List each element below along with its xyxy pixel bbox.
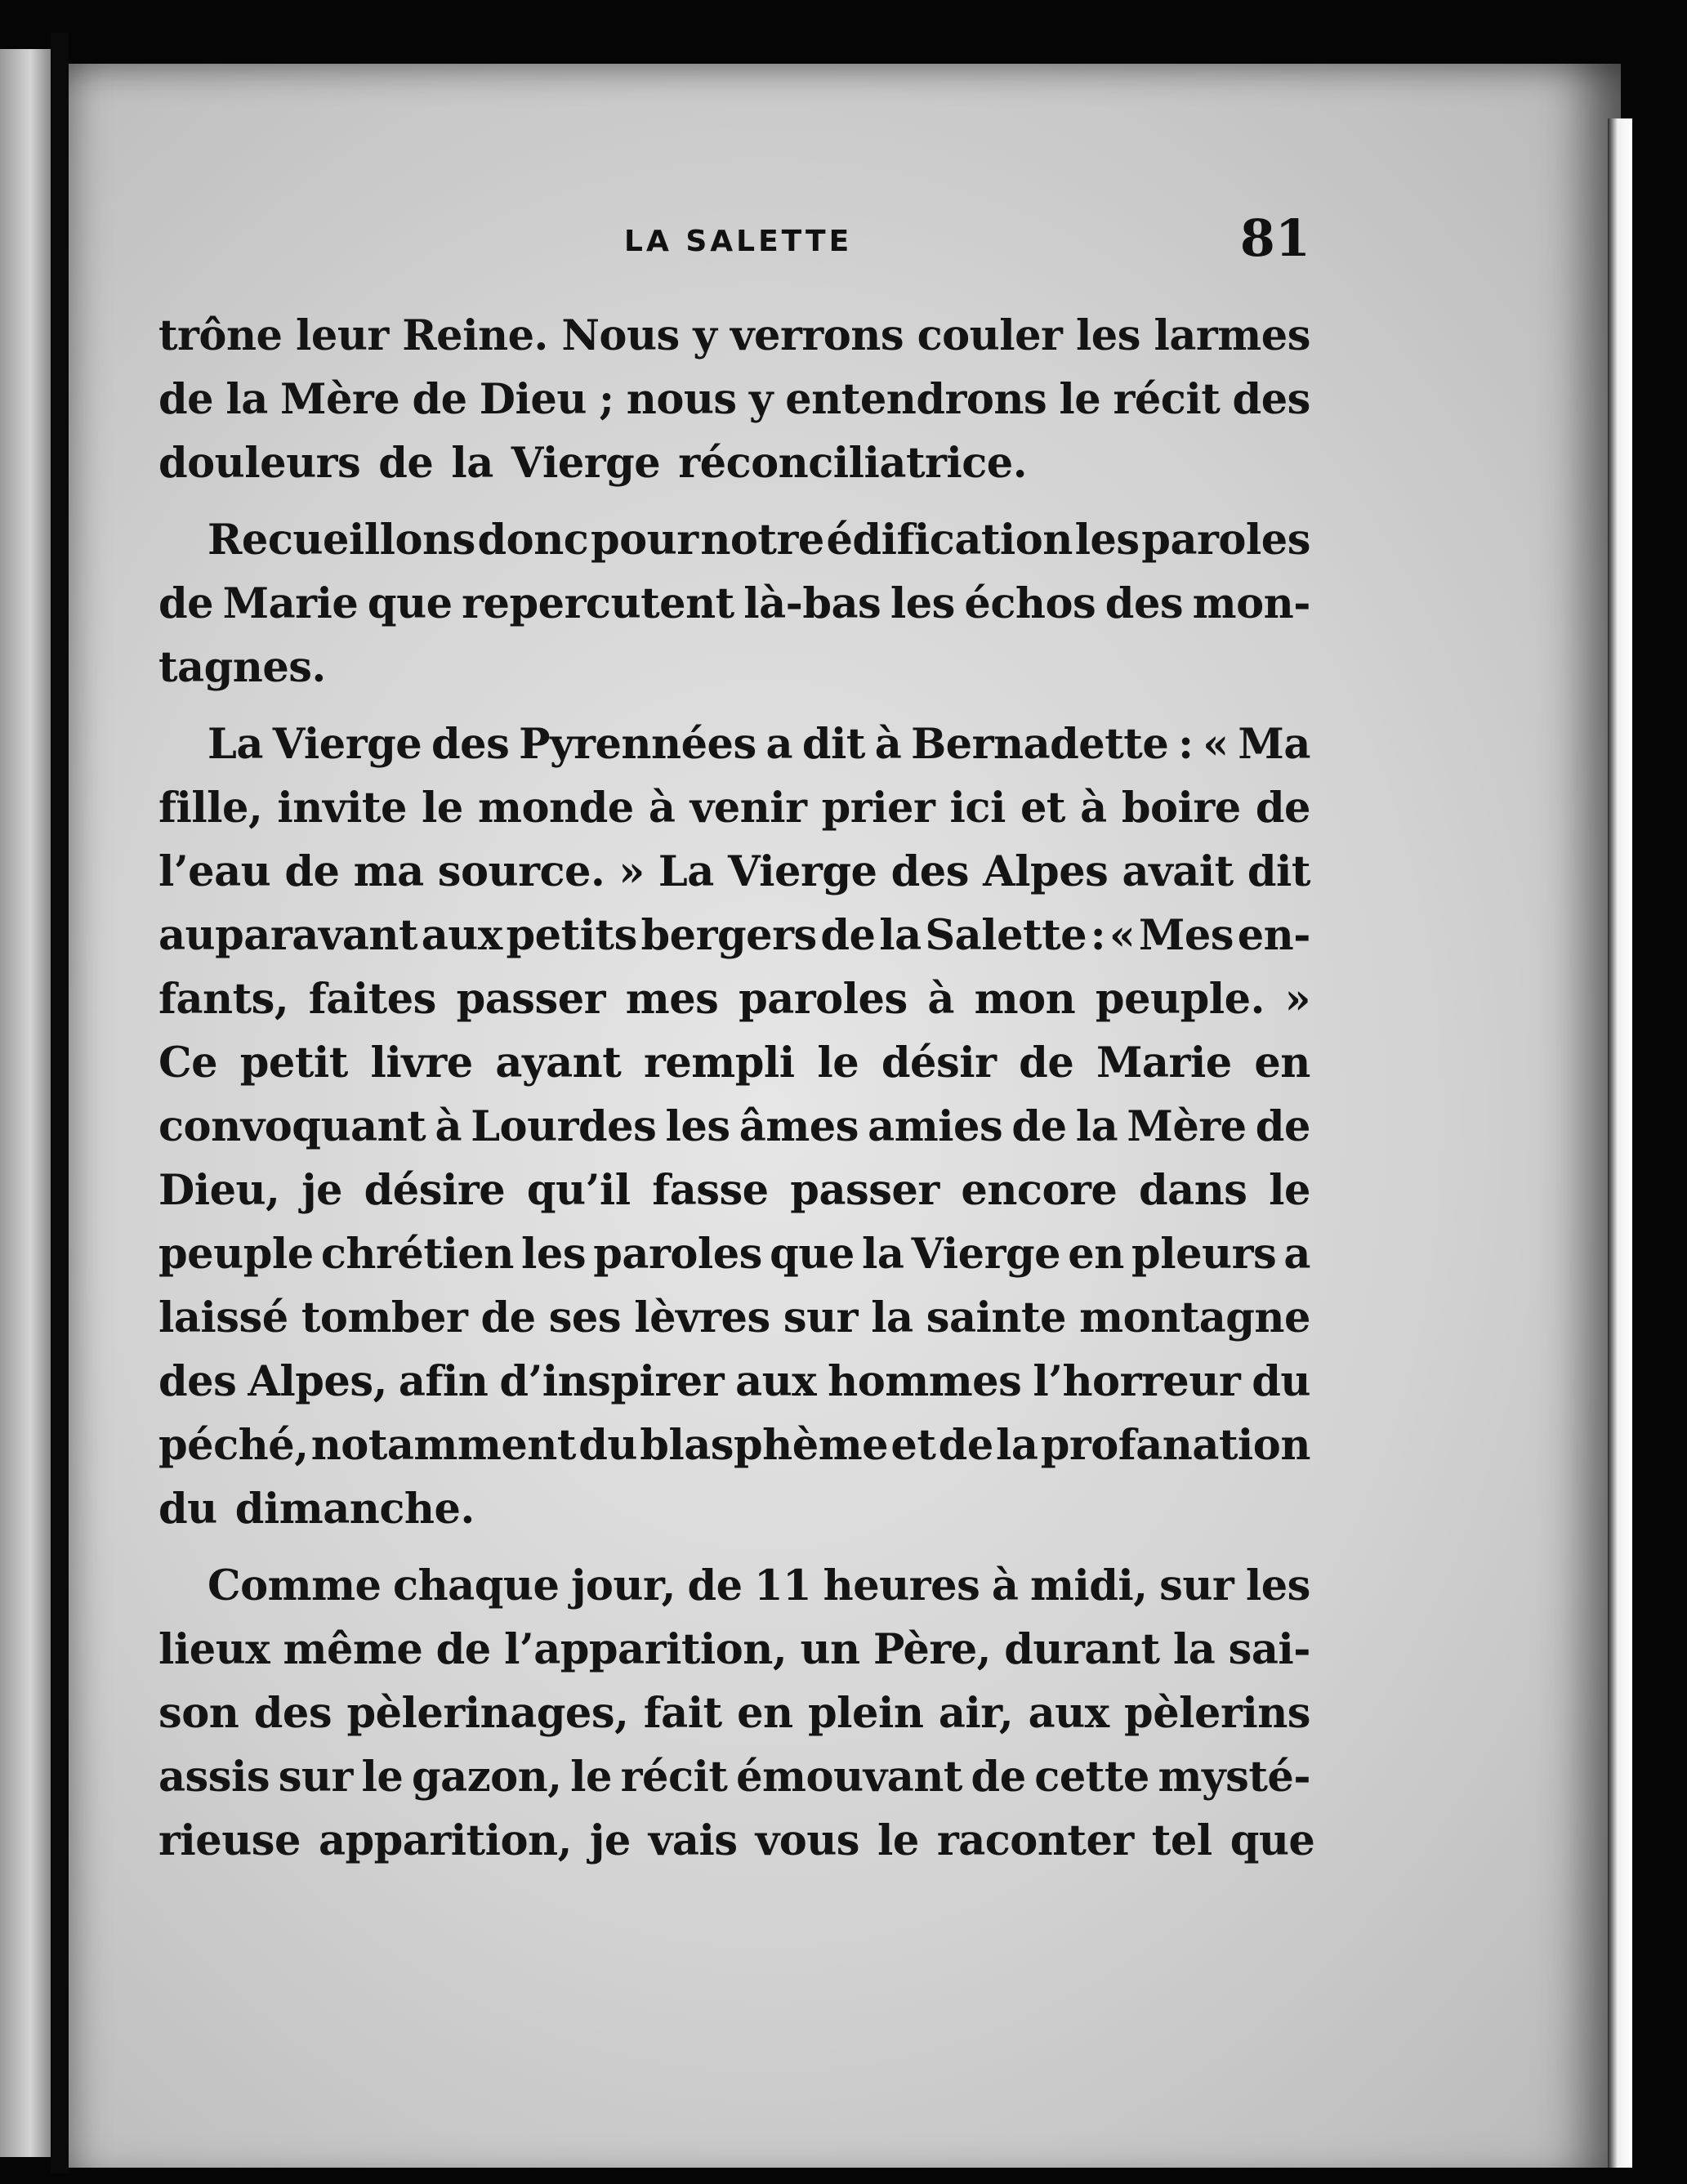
word: de bbox=[971, 1753, 1026, 1802]
word: péché, bbox=[158, 1421, 309, 1470]
word: la bbox=[1172, 1625, 1216, 1674]
adjacent-page-edge bbox=[0, 49, 51, 2157]
book-gutter bbox=[51, 33, 69, 2173]
word: du bbox=[1252, 1357, 1310, 1406]
word: Reine. bbox=[402, 311, 548, 360]
word: Ma bbox=[1238, 720, 1310, 769]
word: trône bbox=[158, 311, 283, 360]
word: la bbox=[225, 375, 268, 424]
word: mon bbox=[974, 975, 1076, 1024]
word: mes bbox=[625, 975, 719, 1024]
text-line bbox=[158, 712, 1310, 776]
word: leur bbox=[296, 311, 389, 360]
word: Dieu, bbox=[158, 1166, 280, 1215]
word: ; bbox=[599, 375, 614, 424]
word: Père, bbox=[873, 1625, 991, 1674]
paragraph-gap bbox=[158, 1541, 1310, 1554]
word: y bbox=[693, 311, 717, 360]
word: de bbox=[687, 1561, 743, 1610]
word: « bbox=[1109, 911, 1136, 960]
word: en bbox=[1254, 1038, 1310, 1088]
word: son bbox=[158, 1689, 239, 1738]
word: l’eau bbox=[158, 847, 271, 896]
word: de bbox=[1255, 1102, 1310, 1151]
word: sainte bbox=[926, 1293, 1066, 1342]
body-text bbox=[158, 304, 1315, 1873]
word: donc bbox=[477, 516, 589, 565]
text-line bbox=[158, 967, 1310, 1031]
word: raconter bbox=[936, 1816, 1134, 1865]
word: que bbox=[1230, 1816, 1315, 1865]
word: Marie bbox=[1096, 1038, 1232, 1088]
word: de bbox=[820, 911, 876, 960]
word: pèlerins bbox=[1124, 1689, 1310, 1738]
word: sur bbox=[1159, 1561, 1234, 1610]
word: dans bbox=[1139, 1166, 1247, 1215]
text-line bbox=[158, 1414, 1310, 1477]
word: un bbox=[800, 1625, 860, 1674]
text-line bbox=[158, 1095, 1310, 1159]
word: Salette bbox=[925, 911, 1087, 960]
word: aux bbox=[421, 911, 502, 960]
word: larmes bbox=[1154, 311, 1310, 360]
text-line bbox=[158, 572, 1310, 636]
word: vous bbox=[755, 1816, 860, 1865]
word: convoquant bbox=[158, 1102, 426, 1151]
word: peuple. bbox=[1095, 975, 1265, 1024]
word: : bbox=[1090, 911, 1106, 960]
word: hommes bbox=[828, 1357, 1022, 1406]
word: édification bbox=[826, 516, 1073, 565]
text-line bbox=[158, 1286, 1310, 1350]
word: la bbox=[879, 911, 922, 960]
word: petits bbox=[506, 911, 637, 960]
word: Vierge bbox=[511, 439, 661, 488]
word: paroles bbox=[593, 1230, 762, 1279]
word: encore bbox=[961, 1166, 1118, 1215]
word: fait bbox=[643, 1689, 722, 1738]
word: de bbox=[938, 1421, 993, 1470]
word: midi, bbox=[1029, 1561, 1148, 1610]
word: auparavant bbox=[158, 911, 418, 960]
word: profanation bbox=[1040, 1421, 1310, 1470]
word: air, bbox=[938, 1689, 1014, 1738]
word: et bbox=[1020, 784, 1065, 833]
word: échos bbox=[964, 579, 1096, 628]
word: source. bbox=[437, 847, 605, 896]
word: durant bbox=[1004, 1625, 1160, 1674]
word: assis bbox=[158, 1753, 270, 1802]
word: Mère bbox=[1127, 1102, 1247, 1151]
word: le bbox=[877, 1816, 919, 1865]
page-number: 81 bbox=[1239, 208, 1310, 268]
word: désire bbox=[364, 1166, 506, 1215]
word: La bbox=[658, 847, 714, 896]
word: tel bbox=[1151, 1816, 1212, 1865]
paragraph bbox=[158, 712, 1310, 1541]
word: de bbox=[1255, 784, 1310, 833]
word: notamment bbox=[310, 1421, 576, 1470]
word: les bbox=[665, 1102, 730, 1151]
word: d’inspirer bbox=[499, 1357, 725, 1406]
word: tomber bbox=[301, 1293, 468, 1342]
word: petit bbox=[239, 1038, 348, 1088]
word: la bbox=[871, 1293, 913, 1342]
word: blasphème bbox=[640, 1421, 889, 1470]
word: » bbox=[1284, 975, 1310, 1024]
word: de bbox=[158, 375, 214, 424]
word: Vierge bbox=[911, 1230, 1061, 1279]
word: à bbox=[991, 1561, 1019, 1610]
word: amies bbox=[868, 1102, 1003, 1151]
word: à bbox=[648, 784, 676, 833]
word: Comme bbox=[208, 1561, 382, 1610]
paragraph bbox=[158, 1554, 1315, 1873]
word: Vierge bbox=[272, 720, 422, 769]
word: Marie bbox=[222, 579, 359, 628]
text-line bbox=[158, 636, 1310, 699]
word: là-bas bbox=[743, 579, 881, 628]
word: ici bbox=[949, 784, 1006, 833]
word: fille, bbox=[158, 784, 263, 833]
word: rieuse bbox=[158, 1816, 301, 1865]
word: passer bbox=[456, 975, 606, 1024]
word: monde bbox=[478, 784, 634, 833]
word: je bbox=[301, 1166, 342, 1215]
word: de bbox=[1019, 1038, 1074, 1088]
word: des bbox=[890, 847, 969, 896]
word: aux bbox=[735, 1357, 817, 1406]
word: 11 bbox=[754, 1561, 812, 1610]
word: nous bbox=[626, 375, 737, 424]
word: sur bbox=[278, 1753, 353, 1802]
word: ayant bbox=[495, 1038, 622, 1088]
word: en bbox=[1068, 1230, 1124, 1279]
word: laissé bbox=[158, 1293, 288, 1342]
word: pèlerinages, bbox=[346, 1689, 629, 1738]
paragraph bbox=[158, 304, 1310, 495]
word: mysté- bbox=[1158, 1753, 1310, 1802]
word: le bbox=[570, 1753, 612, 1802]
paragraph-gap bbox=[158, 699, 1310, 712]
word: Vierge bbox=[727, 847, 877, 896]
word: des bbox=[1232, 375, 1310, 424]
word: Alpes bbox=[983, 847, 1109, 896]
word: a bbox=[1283, 1230, 1310, 1279]
word: y bbox=[748, 375, 773, 424]
word: de bbox=[378, 439, 434, 488]
text-line bbox=[158, 508, 1310, 572]
word: en bbox=[737, 1689, 793, 1738]
word: livre bbox=[370, 1038, 473, 1088]
word: peuple bbox=[158, 1230, 314, 1279]
word: fasse bbox=[652, 1166, 769, 1215]
word: âmes bbox=[739, 1102, 859, 1151]
word: faites bbox=[308, 975, 436, 1024]
word: les bbox=[890, 579, 955, 628]
word: récit bbox=[620, 1753, 728, 1802]
word: tagnes. bbox=[158, 643, 326, 692]
text-line bbox=[158, 776, 1310, 840]
word: douleurs bbox=[158, 439, 361, 488]
word: sai- bbox=[1228, 1625, 1310, 1674]
word: a bbox=[765, 720, 793, 769]
word: les bbox=[1074, 516, 1140, 565]
page-header bbox=[158, 208, 1310, 282]
word: bergers bbox=[640, 911, 817, 960]
word: Mes bbox=[1138, 911, 1234, 960]
word: pour bbox=[591, 516, 698, 565]
word: des bbox=[253, 1689, 332, 1738]
word: dit bbox=[801, 720, 865, 769]
word: ma bbox=[353, 847, 424, 896]
word: désir bbox=[881, 1038, 997, 1088]
word: gazon, bbox=[411, 1753, 562, 1802]
word: que bbox=[770, 1230, 855, 1279]
word: dit bbox=[1247, 847, 1310, 896]
word: Alpes, bbox=[248, 1357, 387, 1406]
word: le bbox=[1059, 375, 1101, 424]
text-line bbox=[158, 431, 1310, 495]
text-line bbox=[158, 1809, 1315, 1873]
word: Pyrennées bbox=[519, 720, 756, 769]
word: de bbox=[435, 1625, 491, 1674]
word: la bbox=[861, 1230, 904, 1279]
word: les bbox=[1075, 311, 1140, 360]
word: vais bbox=[648, 1816, 738, 1865]
running-title: LA SALETTE bbox=[624, 225, 853, 258]
word: émouvant bbox=[736, 1753, 962, 1802]
word: jour, bbox=[570, 1561, 676, 1610]
word: Mère bbox=[280, 375, 400, 424]
word: entendrons bbox=[785, 375, 1047, 424]
word: chrétien bbox=[320, 1230, 514, 1279]
text-line bbox=[158, 840, 1310, 904]
word: Dieu bbox=[479, 375, 587, 424]
word: je bbox=[589, 1816, 631, 1865]
word: même bbox=[283, 1625, 423, 1674]
scan-border bbox=[1632, 0, 1687, 2184]
word: des bbox=[1105, 579, 1184, 628]
word: le bbox=[361, 1753, 404, 1802]
text-line bbox=[158, 368, 1310, 431]
word: notre bbox=[700, 516, 824, 565]
word: dimanche. bbox=[234, 1485, 475, 1534]
word: passer bbox=[790, 1166, 939, 1215]
word: Recueillons bbox=[208, 516, 475, 565]
text-line bbox=[158, 1682, 1310, 1745]
word: chaque bbox=[393, 1561, 560, 1610]
word: boire bbox=[1121, 784, 1241, 833]
word: » bbox=[618, 847, 645, 896]
word: apparition, bbox=[318, 1816, 572, 1865]
word: prier bbox=[821, 784, 935, 833]
word: le bbox=[817, 1038, 859, 1088]
word: aux bbox=[1028, 1689, 1109, 1738]
word: le bbox=[422, 784, 463, 833]
word: de bbox=[1011, 1102, 1067, 1151]
word: paroles bbox=[739, 975, 908, 1024]
text-line bbox=[158, 1350, 1310, 1414]
text-line bbox=[158, 1222, 1310, 1286]
word: à bbox=[1080, 784, 1107, 833]
word: rempli bbox=[643, 1038, 795, 1088]
word: couler bbox=[917, 311, 1063, 360]
word: qu’il bbox=[526, 1166, 631, 1215]
word: de bbox=[412, 375, 467, 424]
word: : bbox=[1178, 720, 1194, 769]
text-line bbox=[158, 1554, 1310, 1618]
paragraph-gap bbox=[158, 495, 1310, 508]
text-line bbox=[158, 1031, 1310, 1095]
word: les bbox=[521, 1230, 587, 1279]
word: verrons bbox=[730, 311, 904, 360]
word: sur bbox=[783, 1293, 859, 1342]
word: repercutent bbox=[462, 579, 734, 628]
word: de bbox=[480, 1293, 536, 1342]
word: l’horreur bbox=[1033, 1357, 1241, 1406]
text-line bbox=[158, 904, 1310, 967]
word: de bbox=[284, 847, 340, 896]
text-line bbox=[158, 1159, 1310, 1222]
word: de bbox=[158, 579, 214, 628]
word: la bbox=[451, 439, 493, 488]
word: avait bbox=[1122, 847, 1234, 896]
word: Bernadette bbox=[911, 720, 1169, 769]
word: Nous bbox=[561, 311, 680, 360]
word: Lourdes bbox=[471, 1102, 657, 1151]
word: fants, bbox=[158, 975, 289, 1024]
text-line bbox=[158, 1618, 1310, 1682]
word: à bbox=[874, 720, 902, 769]
word: plein bbox=[808, 1689, 924, 1738]
word: venir bbox=[690, 784, 807, 833]
word: du bbox=[158, 1485, 217, 1534]
word: ses bbox=[548, 1293, 622, 1342]
word: des bbox=[158, 1357, 237, 1406]
word: la bbox=[996, 1421, 1038, 1470]
word: paroles bbox=[1141, 516, 1310, 565]
word: invite bbox=[277, 784, 407, 833]
word: des bbox=[431, 720, 510, 769]
text-line bbox=[158, 1477, 1310, 1541]
word: heures bbox=[823, 1561, 980, 1610]
word: récit bbox=[1113, 375, 1221, 424]
word: l’apparition, bbox=[504, 1625, 788, 1674]
word: réconciliatrice. bbox=[678, 439, 1028, 488]
word: pleurs bbox=[1131, 1230, 1277, 1279]
word: à bbox=[927, 975, 954, 1024]
word: Ce bbox=[158, 1038, 218, 1088]
word: que bbox=[367, 579, 453, 628]
word: lèvres bbox=[634, 1293, 770, 1342]
word: « bbox=[1203, 720, 1229, 769]
page-fore-edge bbox=[1608, 118, 1632, 2168]
text-line bbox=[158, 304, 1310, 368]
word: montagne bbox=[1079, 1293, 1310, 1342]
word: mon- bbox=[1192, 579, 1310, 628]
word: en- bbox=[1237, 911, 1310, 960]
word: le bbox=[1269, 1166, 1310, 1215]
word: du bbox=[578, 1421, 637, 1470]
word: la bbox=[1075, 1102, 1118, 1151]
paragraph bbox=[158, 508, 1310, 699]
word: afin bbox=[398, 1357, 489, 1406]
word: lieux bbox=[158, 1625, 270, 1674]
text-line bbox=[158, 1745, 1310, 1809]
word: cette bbox=[1034, 1753, 1149, 1802]
word: à bbox=[435, 1102, 462, 1151]
word: et bbox=[890, 1421, 936, 1470]
word: les bbox=[1245, 1561, 1310, 1610]
word: La bbox=[208, 720, 263, 769]
